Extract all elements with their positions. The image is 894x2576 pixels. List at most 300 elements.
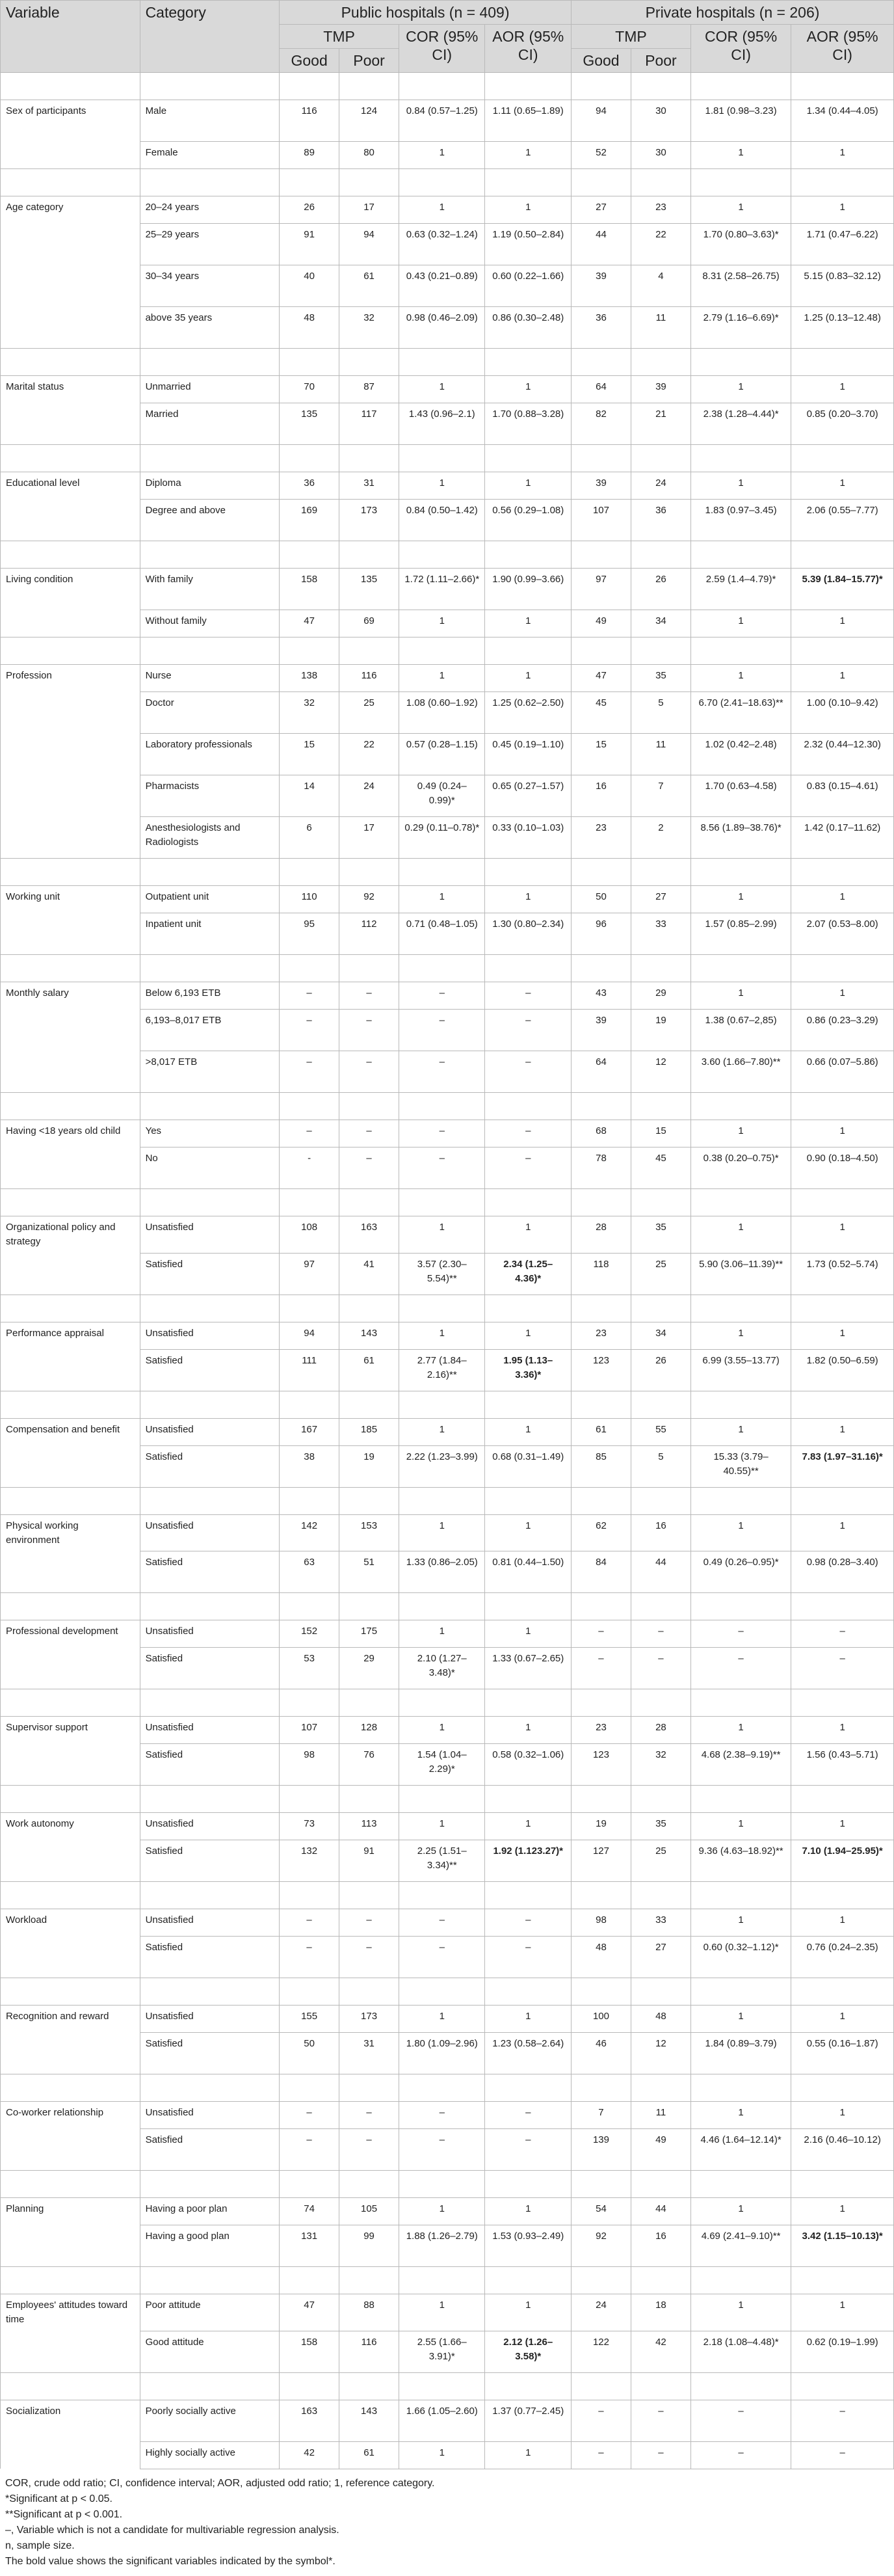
priv-aor-cell: 1: [791, 2198, 894, 2225]
variable-cell: Age category: [1, 196, 140, 224]
priv-aor-cell: 0.85 (0.20–3.70): [791, 403, 894, 445]
priv-aor-cell: 0.66 (0.07–5.86): [791, 1051, 894, 1093]
table-footnotes: [0, 2469, 894, 2576]
variable-cell: [1, 1051, 140, 1093]
category-cell: 25–29 years: [140, 224, 280, 265]
category-cell: Yes: [140, 1120, 280, 1147]
group-spacer: [1, 1786, 894, 1813]
category-cell: 20–24 years: [140, 196, 280, 224]
pub-poor-cell: 61: [339, 2441, 399, 2469]
pub-good-cell: –: [280, 1010, 339, 1051]
spacer-cell: [140, 2171, 280, 2198]
priv-cor-cell: 1.70 (0.63–4.58): [690, 775, 791, 817]
category-cell: Without family: [140, 610, 280, 637]
spacer-cell: [339, 955, 399, 982]
spacer-cell: [571, 73, 631, 100]
pub-cor-cell: 0.43 (0.21–0.89): [399, 265, 485, 307]
spacer-cell: [690, 1689, 791, 1717]
priv-poor-cell: 23: [631, 196, 690, 224]
pub-aor-cell: 1.70 (0.88–3.28): [485, 403, 572, 445]
priv-cor-cell: 1: [690, 1322, 791, 1349]
variable-cell: [1, 1937, 140, 1978]
priv-aor-cell: 1.25 (0.13–12.48): [791, 307, 894, 349]
spacer-cell: [1, 349, 140, 376]
priv-good-cell: 61: [571, 1418, 631, 1445]
variable-cell: Educational level: [1, 472, 140, 500]
pub-good-cell: 155: [280, 2006, 339, 2033]
priv-aor-cell: 5.15 (0.83–32.12): [791, 265, 894, 307]
priv-good-cell: 139: [571, 2129, 631, 2171]
spacer-cell: [485, 1786, 572, 1813]
priv-poor-cell: 12: [631, 2033, 690, 2074]
variable-cell: Working unit: [1, 886, 140, 913]
spacer-cell: [485, 1295, 572, 1322]
priv-cor-cell: 1: [690, 2198, 791, 2225]
priv-poor-cell: –: [631, 1620, 690, 1648]
pub-poor-cell: 17: [339, 817, 399, 859]
spacer-cell: [280, 73, 339, 100]
spacer-cell: [631, 349, 690, 376]
pub-good-cell: 108: [280, 1216, 339, 1254]
priv-good-cell: 49: [571, 610, 631, 637]
spacer-cell: [399, 1093, 485, 1120]
pub-aor-cell: 0.81 (0.44–1.50): [485, 1551, 572, 1593]
variable-cell: [1, 2033, 140, 2074]
table-row: [1, 1813, 894, 1840]
pub-cor-cell: 1: [399, 2294, 485, 2331]
table-row: [1, 2331, 894, 2372]
spacer-cell: [690, 2074, 791, 2102]
table-row: [1, 2102, 894, 2129]
pub-poor-cell: 113: [339, 1813, 399, 1840]
pub-poor-cell: 31: [339, 472, 399, 500]
pub-cor-cell: 1: [399, 665, 485, 692]
spacer-cell: [690, 1593, 791, 1620]
priv-aor-cell: 5.39 (1.84–15.77)*: [791, 569, 894, 610]
group-spacer: [1, 637, 894, 665]
pub-aor-cell: 1: [485, 376, 572, 403]
pub-good-cell: 158: [280, 569, 339, 610]
spacer-cell: [339, 2074, 399, 2102]
priv-cor-cell: 6.99 (3.55–13.77): [690, 1349, 791, 1391]
spacer-cell: [280, 1786, 339, 1813]
spacer-cell: [631, 2372, 690, 2400]
pub-good-cell: 40: [280, 265, 339, 307]
table-row: [1, 1322, 894, 1349]
spacer-cell: [631, 2171, 690, 2198]
spacer-cell: [1, 73, 140, 100]
spacer-cell: [280, 2074, 339, 2102]
priv-cor-cell: 0.60 (0.32–1.12)*: [690, 1937, 791, 1978]
table-row: [1, 2129, 894, 2171]
pub-cor-cell: 0.63 (0.32–1.24): [399, 224, 485, 265]
spacer-cell: [399, 2267, 485, 2294]
variable-cell: [1, 1010, 140, 1051]
table-header: [1, 1, 894, 73]
priv-poor-cell: 4: [631, 265, 690, 307]
pub-aor-cell: 1.30 (0.80–2.34): [485, 913, 572, 955]
spacer-cell: [399, 2074, 485, 2102]
priv-aor-cell: 1: [791, 2006, 894, 2033]
category-cell: Poor attitude: [140, 2294, 280, 2331]
priv-poor-cell: 44: [631, 1551, 690, 1593]
spacer-cell: [399, 1882, 485, 1909]
priv-aor-cell: 1.82 (0.50–6.59): [791, 1349, 894, 1391]
priv-poor-cell: –: [631, 2441, 690, 2469]
pub-cor-cell: –: [399, 1120, 485, 1147]
variable-cell: Workload: [1, 1909, 140, 1937]
category-cell: Satisfied: [140, 1840, 280, 1882]
spacer-cell: [485, 169, 572, 196]
pub-cor-cell: 1.43 (0.96–2.1): [399, 403, 485, 445]
pub-aor-cell: 1: [485, 1322, 572, 1349]
category-cell: 6,193–8,017 ETB: [140, 1010, 280, 1051]
priv-cor-cell: 1: [690, 196, 791, 224]
priv-poor-cell: 18: [631, 2294, 690, 2331]
priv-aor-cell: 0.83 (0.15–4.61): [791, 775, 894, 817]
priv-cor-cell: 2.18 (1.08–4.48)*: [690, 2331, 791, 2372]
variable-cell: [1, 224, 140, 265]
priv-poor-cell: 32: [631, 1744, 690, 1786]
pub-good-cell: 14: [280, 775, 339, 817]
spacer-cell: [399, 73, 485, 100]
spacer-cell: [140, 1391, 280, 1418]
spacer-cell: [631, 169, 690, 196]
pub-poor-cell: –: [339, 2129, 399, 2171]
priv-cor-cell: 0.38 (0.20–0.75)*: [690, 1147, 791, 1189]
table-row: [1, 1937, 894, 1978]
category-cell: Below 6,193 ETB: [140, 982, 280, 1010]
priv-aor-cell: –: [791, 2400, 894, 2441]
priv-cor-cell: 1: [690, 610, 791, 637]
pub-good-cell: 169: [280, 500, 339, 541]
table-row: [1, 1840, 894, 1882]
pub-cor-cell: –: [399, 1147, 485, 1189]
priv-good-cell: 85: [571, 1445, 631, 1487]
group-spacer: [1, 1391, 894, 1418]
category-cell: Outpatient unit: [140, 886, 280, 913]
table-row: [1, 1216, 894, 1254]
footnote: n, sample size.: [5, 2540, 75, 2551]
spacer-cell: [571, 1093, 631, 1120]
pub-poor-cell: 80: [339, 142, 399, 169]
pub-poor-cell: 153: [339, 1514, 399, 1551]
category-cell: Having a poor plan: [140, 2198, 280, 2225]
pub-aor-cell: 1: [485, 1418, 572, 1445]
spacer-cell: [280, 169, 339, 196]
table-row: [1, 142, 894, 169]
pub-good-cell: –: [280, 2129, 339, 2171]
priv-poor-cell: 29: [631, 982, 690, 1010]
spacer-cell: [485, 637, 572, 665]
pub-cor-cell: 1: [399, 142, 485, 169]
spacer-cell: [339, 2267, 399, 2294]
table-row: [1, 1051, 894, 1093]
pub-aor-cell: 1: [485, 2198, 572, 2225]
spacer-cell: [399, 859, 485, 886]
spacer-cell: [791, 2372, 894, 2400]
priv-poor-cell: 22: [631, 224, 690, 265]
priv-cor-cell: 1: [690, 1717, 791, 1744]
priv-aor-cell: 1.42 (0.17–11.62): [791, 817, 894, 859]
table-row: [1, 1909, 894, 1937]
pub-aor-cell: 1: [485, 1717, 572, 1744]
pub-cor-cell: 1: [399, 2441, 485, 2469]
priv-poor-cell: 11: [631, 734, 690, 775]
pub-poor-cell: 173: [339, 2006, 399, 2033]
spacer-cell: [690, 169, 791, 196]
table-row: [1, 1717, 894, 1744]
spacer-cell: [571, 2267, 631, 2294]
pub-good-cell: 74: [280, 2198, 339, 2225]
spacer-cell: [631, 445, 690, 472]
pub-good-cell: 50: [280, 2033, 339, 2074]
priv-poor-cell: 36: [631, 500, 690, 541]
spacer-cell: [485, 1189, 572, 1216]
spacer-cell: [399, 637, 485, 665]
variable-cell: [1, 1840, 140, 1882]
spacer-cell: [631, 1689, 690, 1717]
priv-aor-cell: 1.71 (0.47–6.22): [791, 224, 894, 265]
variable-cell: Having <18 years old child: [1, 1120, 140, 1147]
group-spacer: [1, 1593, 894, 1620]
group-spacer: [1, 2372, 894, 2400]
variable-cell: [1, 817, 140, 859]
priv-cor-cell: 15.33 (3.79–40.55)**: [690, 1445, 791, 1487]
category-cell: Satisfied: [140, 1551, 280, 1593]
pub-good-cell: –: [280, 1909, 339, 1937]
spacer-cell: [631, 1391, 690, 1418]
priv-aor-cell: 1: [791, 610, 894, 637]
pub-aor-cell: 1: [485, 142, 572, 169]
pub-poor-cell: 185: [339, 1418, 399, 1445]
pub-good-cell: 142: [280, 1514, 339, 1551]
priv-poor-cell: 42: [631, 2331, 690, 2372]
spacer-cell: [571, 1295, 631, 1322]
spacer-cell: [280, 349, 339, 376]
pub-good-cell: 89: [280, 142, 339, 169]
table-row: [1, 307, 894, 349]
pub-poor-cell: –: [339, 1051, 399, 1093]
spacer-cell: [339, 1391, 399, 1418]
priv-aor-cell: 1.73 (0.52–5.74): [791, 1253, 894, 1295]
priv-cor-cell: 9.36 (4.63–18.92)**: [690, 1840, 791, 1882]
spacer-cell: [280, 1487, 339, 1514]
spacer-cell: [631, 1295, 690, 1322]
table-row: [1, 913, 894, 955]
category-cell: Satisfied: [140, 2129, 280, 2171]
spacer-cell: [791, 955, 894, 982]
spacer-cell: [485, 349, 572, 376]
priv-cor-cell: 2.59 (1.4–4.79)*: [690, 569, 791, 610]
pub-good-cell: 32: [280, 692, 339, 734]
variable-cell: [1, 403, 140, 445]
priv-good-cell: 68: [571, 1120, 631, 1147]
spacer-cell: [339, 637, 399, 665]
pub-aor-cell: 1: [485, 2294, 572, 2331]
pub-aor-cell: 1: [485, 2441, 572, 2469]
spacer-cell: [791, 445, 894, 472]
header-private-aor: AOR (95% CI): [791, 25, 894, 73]
header-public-aor: AOR (95% CI): [485, 25, 572, 73]
spacer-cell: [1, 169, 140, 196]
table-row: [1, 2198, 894, 2225]
pub-poor-cell: –: [339, 1147, 399, 1189]
priv-poor-cell: 11: [631, 2102, 690, 2129]
pub-cor-cell: 2.22 (1.23–3.99): [399, 1445, 485, 1487]
priv-poor-cell: 35: [631, 1216, 690, 1254]
variable-cell: Profession: [1, 665, 140, 692]
category-cell: Diploma: [140, 472, 280, 500]
priv-good-cell: 78: [571, 1147, 631, 1189]
priv-cor-cell: 1: [690, 1514, 791, 1551]
pub-aor-cell: –: [485, 982, 572, 1010]
priv-cor-cell: 1.84 (0.89–3.79): [690, 2033, 791, 2074]
pub-aor-cell: 1: [485, 196, 572, 224]
pub-good-cell: 48: [280, 307, 339, 349]
category-cell: Laboratory professionals: [140, 734, 280, 775]
priv-aor-cell: 1.56 (0.43–5.71): [791, 1744, 894, 1786]
priv-good-cell: 62: [571, 1514, 631, 1551]
spacer-cell: [399, 2372, 485, 2400]
table-row: [1, 376, 894, 403]
priv-aor-cell: –: [791, 1620, 894, 1648]
group-spacer: [1, 859, 894, 886]
priv-cor-cell: –: [690, 1648, 791, 1689]
priv-aor-cell: 1: [791, 1813, 894, 1840]
pub-poor-cell: 31: [339, 2033, 399, 2074]
pub-poor-cell: 87: [339, 376, 399, 403]
spacer-cell: [399, 1689, 485, 1717]
pub-cor-cell: 1: [399, 610, 485, 637]
spacer-cell: [339, 349, 399, 376]
spacer-cell: [485, 1391, 572, 1418]
header-public-hospitals: Public hospitals (n = 409): [280, 1, 572, 25]
pub-good-cell: 38: [280, 1445, 339, 1487]
spacer-cell: [571, 1487, 631, 1514]
spacer-cell: [631, 2074, 690, 2102]
pub-cor-cell: –: [399, 2129, 485, 2171]
priv-cor-cell: 4.69 (2.41–9.10)**: [690, 2225, 791, 2267]
pub-cor-cell: 1: [399, 1813, 485, 1840]
spacer-cell: [280, 541, 339, 569]
priv-aor-cell: 2.32 (0.44–12.30): [791, 734, 894, 775]
pub-poor-cell: –: [339, 1010, 399, 1051]
priv-good-cell: 45: [571, 692, 631, 734]
pub-aor-cell: 1: [485, 2006, 572, 2033]
priv-cor-cell: 5.90 (3.06–11.39)**: [690, 1253, 791, 1295]
priv-cor-cell: 3.60 (1.66–7.80)**: [690, 1051, 791, 1093]
header-public-tmp: TMP: [280, 25, 399, 49]
spacer-cell: [140, 955, 280, 982]
variable-cell: [1, 775, 140, 817]
spacer-cell: [571, 1391, 631, 1418]
priv-poor-cell: 26: [631, 1349, 690, 1391]
group-spacer: [1, 349, 894, 376]
variable-cell: [1, 1551, 140, 1593]
variable-cell: Recognition and reward: [1, 2006, 140, 2033]
priv-aor-cell: 0.55 (0.16–1.87): [791, 2033, 894, 2074]
pub-cor-cell: –: [399, 2102, 485, 2129]
priv-poor-cell: 35: [631, 665, 690, 692]
spacer-cell: [339, 1295, 399, 1322]
pub-poor-cell: 76: [339, 1744, 399, 1786]
footnote: COR, crude odd ratio; CI, confidence interval; AOR, adjusted odd ratio; 1, reference category.: [5, 2477, 435, 2489]
spacer-cell: [791, 2171, 894, 2198]
priv-cor-cell: 1: [690, 1813, 791, 1840]
spacer-cell: [485, 1882, 572, 1909]
pub-aor-cell: 0.65 (0.27–1.57): [485, 775, 572, 817]
group-spacer: [1, 1978, 894, 2006]
table-body: [1, 73, 894, 2469]
pub-good-cell: –: [280, 1120, 339, 1147]
spacer-cell: [280, 1689, 339, 1717]
pub-cor-cell: 0.84 (0.50–1.42): [399, 500, 485, 541]
spacer-cell: [791, 169, 894, 196]
variable-cell: Physical working environment: [1, 1514, 140, 1551]
header-private-hospitals: Private hospitals (n = 206): [571, 1, 893, 25]
pub-cor-cell: 1: [399, 886, 485, 913]
spacer-cell: [571, 955, 631, 982]
spacer-cell: [1, 1391, 140, 1418]
pub-poor-cell: 94: [339, 224, 399, 265]
spacer-cell: [140, 1295, 280, 1322]
priv-good-cell: 47: [571, 665, 631, 692]
spacer-cell: [140, 2267, 280, 2294]
spacer-cell: [140, 349, 280, 376]
pub-cor-cell: 1: [399, 1322, 485, 1349]
pub-aor-cell: 1: [485, 610, 572, 637]
variable-cell: [1, 913, 140, 955]
priv-good-cell: –: [571, 2400, 631, 2441]
variable-cell: [1, 2331, 140, 2372]
category-cell: Having a good plan: [140, 2225, 280, 2267]
priv-cor-cell: 8.56 (1.89–38.76)*: [690, 817, 791, 859]
variable-cell: Work autonomy: [1, 1813, 140, 1840]
pub-cor-cell: 1.72 (1.11–2.66)*: [399, 569, 485, 610]
pub-poor-cell: 61: [339, 265, 399, 307]
variable-cell: Supervisor support: [1, 1717, 140, 1744]
spacer-cell: [140, 1882, 280, 1909]
spacer-cell: [690, 1391, 791, 1418]
spacer-cell: [1, 1786, 140, 1813]
spacer-cell: [485, 859, 572, 886]
priv-poor-cell: 25: [631, 1253, 690, 1295]
priv-good-cell: –: [571, 2441, 631, 2469]
priv-poor-cell: 19: [631, 1010, 690, 1051]
spacer-cell: [1, 1882, 140, 1909]
pub-cor-cell: 1.54 (1.04–2.29)*: [399, 1744, 485, 1786]
priv-poor-cell: 16: [631, 1514, 690, 1551]
priv-cor-cell: 2.38 (1.28–4.44)*: [690, 403, 791, 445]
pub-good-cell: 36: [280, 472, 339, 500]
category-cell: Unsatisfied: [140, 1813, 280, 1840]
spacer-cell: [690, 1786, 791, 1813]
table-row: [1, 1253, 894, 1295]
pub-good-cell: 116: [280, 100, 339, 142]
priv-good-cell: 48: [571, 1937, 631, 1978]
spacer-cell: [339, 859, 399, 886]
pub-aor-cell: –: [485, 1909, 572, 1937]
header-variable: Variable: [1, 1, 140, 73]
spacer-cell: [399, 1295, 485, 1322]
pub-good-cell: 132: [280, 1840, 339, 1882]
variable-cell: [1, 1349, 140, 1391]
spacer-cell: [399, 955, 485, 982]
spacer-cell: [791, 1593, 894, 1620]
variable-cell: [1, 2225, 140, 2267]
table-row: [1, 817, 894, 859]
